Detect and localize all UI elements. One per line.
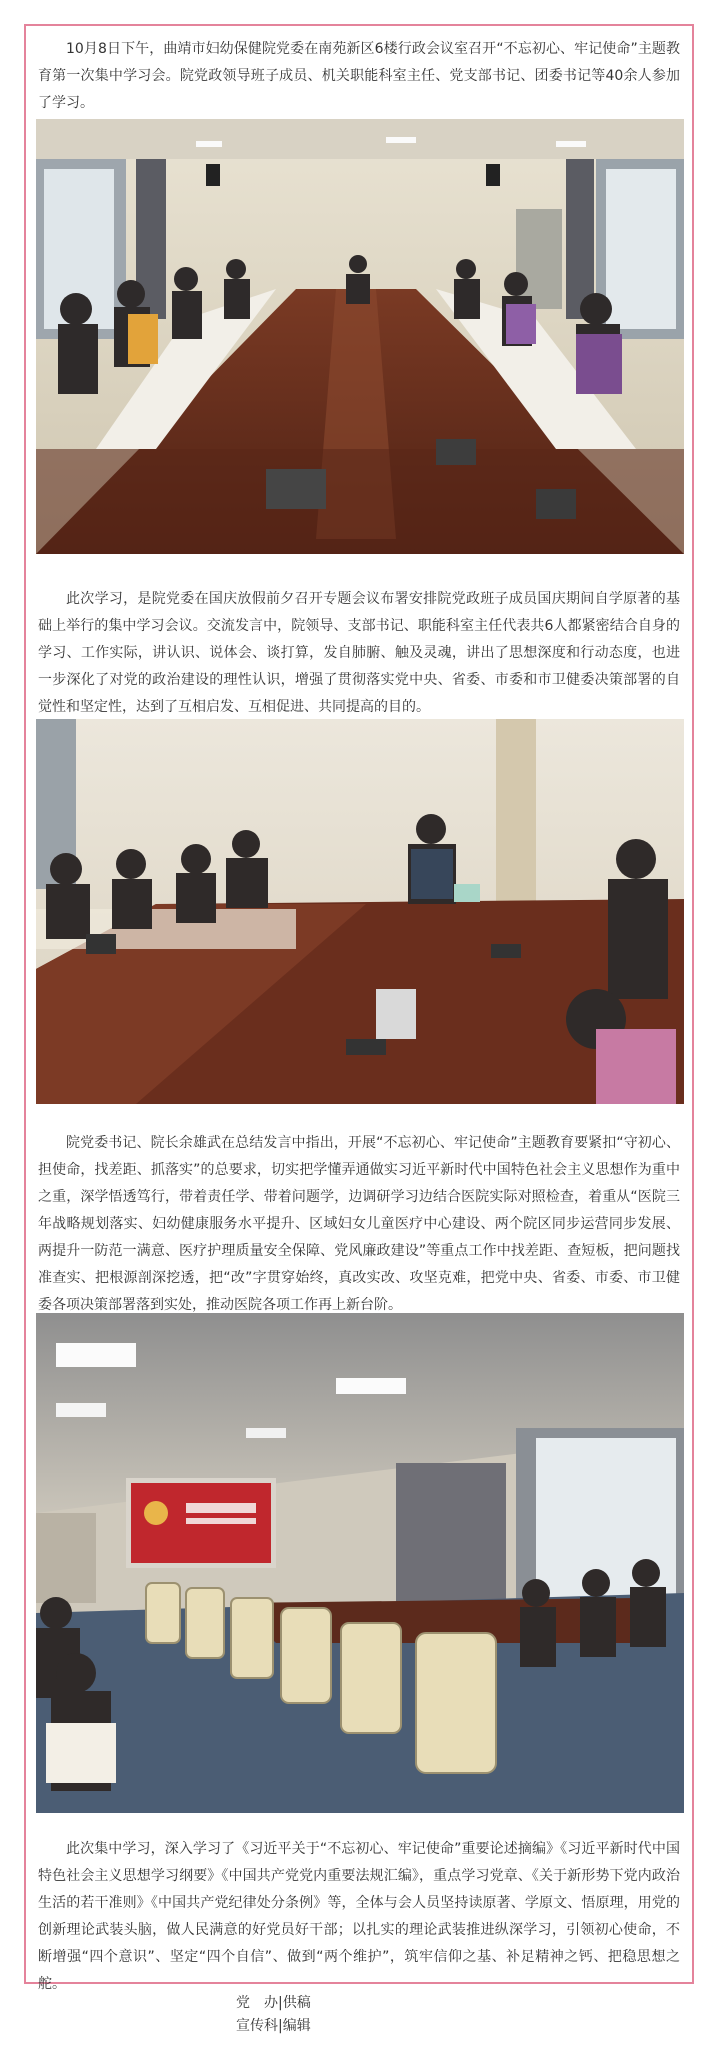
article-paragraph-3: 院党委书记、院长余雄武在总结发言中指出，开展“不忘初心、牢记使命”主题教育要紧扣“守初心、担使命，找差距、抓落实”的总要求，切实把学懂弄通做实习近平新时代中国特色社会主义思想作为重中之重，深学悟透笃行，带着责任学、带着问题学，边调研学习边结合医院实际对照检查，着重从“医院三年战略规划落实、妇幼健康服务水平提升、区域妇女儿童医疗中心建设、两个院区同步运营同步发展、两提升一防范一满意、医疗护理质量安全保障、党风廉政建设”等重点工作中找差距、查短板，把问题找准查实、把根源剖深挖透，把“改”字贯穿始终，真改实改、攻坚克难，把党中央、省委、市委、市卫健委各项决策部署落到实处，推动医院各项工作再上新台阶。 [38,1135,680,1313]
article-frame [24,24,694,1992]
meeting-room-image [36,119,684,554]
meeting-photo-2 [36,719,684,1104]
conference-hall-image [36,1313,684,1813]
footer-source: 党 办|供稿 [236,1995,311,2011]
article-paragraph-1: 10月8日下午，曲靖市妇幼保健院党委在南苑新区6楼行政会议室召开“不忘初心、牢记使命”主题教育第一次集中学习会。院党政领导班子成员、机关职能科室主任、党支部书记、团委书记等40余人参加了学习。 [38,41,680,111]
footer-editor: 宣传科|编辑 [236,2018,311,2034]
meeting-table-image [36,719,684,1104]
article-paragraph-4: 此次集中学习，深入学习了《习近平关于“不忘初心、牢记使命”重要论述摘编》《习近平新时代中国特色社会主义思想学习纲要》《中国共产党党内重要法规汇编》，重点学习党章、《关于新形势下党内政治生活的若干准则》《中国共产党纪律处分条例》等，全体与会人员坚持读原著、学原文、悟原理，用党的创新理论武装头脑，做人民满意的好党员好干部；以扎实的理论武装推进纵深学习，引领初心使命，不断增强“四个意识”、坚定“四个自信”、做到“两个维护”，筑牢信仰之基、补足精神之钙、把稳思想之舵。 [38,1841,680,1992]
meeting-photo-3 [36,1313,684,1813]
article-paragraph-2: 此次学习，是院党委在国庆放假前夕召开专题会议布署安排院党政班子成员国庆期间自学原著的基础上举行的集中学习会议。交流发言中，院领导、支部书记、职能科室主任代表共6人都紧密结合自身的学习、工作实际，讲认识、说体会、谈打算，发自肺腑、触及灵魂，讲出了思想深度和行动态度，也进一步深化了对党的政治建设的理性认识，增强了贯彻落实党中央、省委、市委和市卫健委决策部署的自觉性和坚定性，达到了互相启发、互相促进、共同提高的目的。 [38,591,680,715]
meeting-photo-1 [36,119,684,554]
